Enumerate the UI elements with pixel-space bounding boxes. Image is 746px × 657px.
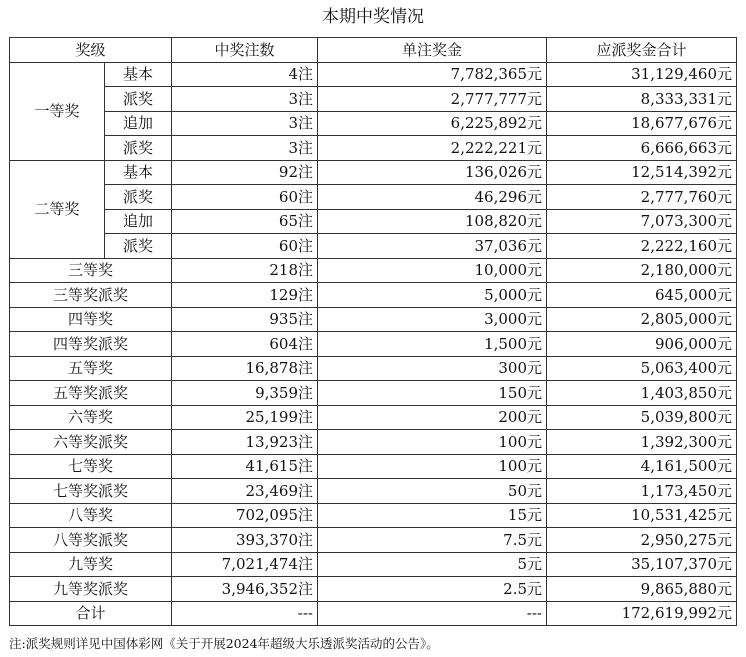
amount-cell: 2,222,221元 bbox=[318, 136, 547, 161]
table-row bbox=[10, 332, 737, 357]
count-cell: 604注 bbox=[172, 332, 318, 357]
amount-cell: 136,026元 bbox=[318, 160, 547, 185]
header-total: 应派奖金合计 bbox=[547, 38, 737, 63]
total-count: --- bbox=[172, 601, 318, 626]
amount-cell: 50元 bbox=[318, 479, 547, 504]
prize-level: 四等奖 bbox=[10, 307, 172, 332]
total-cell: 906,000元 bbox=[547, 332, 737, 357]
count-cell: 41,615注 bbox=[172, 454, 318, 479]
count-cell: 60注 bbox=[172, 185, 318, 210]
sub-level: 派奖 bbox=[105, 87, 172, 112]
total-cell: 1,392,300元 bbox=[547, 430, 737, 455]
count-cell: 16,878注 bbox=[172, 356, 318, 381]
sub-level: 派奖 bbox=[105, 234, 172, 259]
second-prize-label: 二等奖 bbox=[10, 160, 105, 258]
total-cell: 1,173,450元 bbox=[547, 479, 737, 504]
amount-cell: 2,777,777元 bbox=[318, 87, 547, 112]
table-row bbox=[10, 185, 737, 210]
prize-level: 七等奖派奖 bbox=[10, 479, 172, 504]
amount-cell: 10,000元 bbox=[318, 258, 547, 283]
total-amount: --- bbox=[318, 601, 547, 626]
prize-level: 七等奖 bbox=[10, 454, 172, 479]
count-cell: 935注 bbox=[172, 307, 318, 332]
table-row bbox=[10, 454, 737, 479]
table-row bbox=[10, 209, 737, 234]
count-cell: 4注 bbox=[172, 62, 318, 87]
total-cell: 7,073,300元 bbox=[547, 209, 737, 234]
sub-level: 派奖 bbox=[105, 136, 172, 161]
total-cell: 4,161,500元 bbox=[547, 454, 737, 479]
count-cell: 65注 bbox=[172, 209, 318, 234]
total-cell: 9,865,880元 bbox=[547, 577, 737, 602]
amount-cell: 37,036元 bbox=[318, 234, 547, 259]
prize-level: 五等奖派奖 bbox=[10, 381, 172, 406]
count-cell: 7,021,474注 bbox=[172, 552, 318, 577]
prize-level: 四等奖派奖 bbox=[10, 332, 172, 357]
table-row bbox=[10, 62, 737, 87]
amount-cell: 5元 bbox=[318, 552, 547, 577]
amount-cell: 6,225,892元 bbox=[318, 111, 547, 136]
table-row bbox=[10, 577, 737, 602]
total-row bbox=[10, 601, 737, 626]
table-row bbox=[10, 87, 737, 112]
amount-cell: 100元 bbox=[318, 454, 547, 479]
total-cell: 2,805,000元 bbox=[547, 307, 737, 332]
total-cell: 31,129,460元 bbox=[547, 62, 737, 87]
table-row bbox=[10, 479, 737, 504]
count-cell: 3注 bbox=[172, 136, 318, 161]
total-cell: 2,222,160元 bbox=[547, 234, 737, 259]
table-row bbox=[10, 528, 737, 553]
prize-level: 五等奖 bbox=[10, 356, 172, 381]
grand-total: 172,619,992元 bbox=[547, 601, 737, 626]
table-row bbox=[10, 283, 737, 308]
table-row bbox=[10, 307, 737, 332]
prize-level: 八等奖 bbox=[10, 503, 172, 528]
count-cell: 393,370注 bbox=[172, 528, 318, 553]
count-cell: 3注 bbox=[172, 87, 318, 112]
total-cell: 6,666,663元 bbox=[547, 136, 737, 161]
amount-cell: 300元 bbox=[318, 356, 547, 381]
prize-level: 八等奖派奖 bbox=[10, 528, 172, 553]
amount-cell: 5,000元 bbox=[318, 283, 547, 308]
total-cell: 10,531,425元 bbox=[547, 503, 737, 528]
sub-level: 追加 bbox=[105, 111, 172, 136]
footnote: 注:派奖规则详见中国体彩网《关于开展2024年超级大乐透派奖活动的公告》。 bbox=[9, 636, 439, 651]
header-row bbox=[10, 38, 737, 63]
sub-level: 派奖 bbox=[105, 185, 172, 210]
table-row bbox=[10, 503, 737, 528]
amount-cell: 150元 bbox=[318, 381, 547, 406]
count-cell: 92注 bbox=[172, 160, 318, 185]
total-label: 合计 bbox=[10, 601, 172, 626]
prize-level: 六等奖派奖 bbox=[10, 430, 172, 455]
count-cell: 129注 bbox=[172, 283, 318, 308]
total-cell: 12,514,392元 bbox=[547, 160, 737, 185]
count-cell: 23,469注 bbox=[172, 479, 318, 504]
table-row bbox=[10, 430, 737, 455]
header-level: 奖级 bbox=[10, 38, 172, 63]
amount-cell: 7,782,365元 bbox=[318, 62, 547, 87]
table-row bbox=[10, 356, 737, 381]
count-cell: 9,359注 bbox=[172, 381, 318, 406]
total-cell: 1,403,850元 bbox=[547, 381, 737, 406]
total-cell: 2,950,275元 bbox=[547, 528, 737, 553]
first-prize-label: 一等奖 bbox=[10, 62, 105, 160]
amount-cell: 15元 bbox=[318, 503, 547, 528]
amount-cell: 46,296元 bbox=[318, 185, 547, 210]
prize-level: 三等奖 bbox=[10, 258, 172, 283]
table-row bbox=[10, 552, 737, 577]
total-cell: 18,677,676元 bbox=[547, 111, 737, 136]
page-title: 本期中奖情况 bbox=[322, 7, 424, 27]
count-cell: 60注 bbox=[172, 234, 318, 259]
count-cell: 3注 bbox=[172, 111, 318, 136]
table-row bbox=[10, 234, 737, 259]
amount-cell: 108,820元 bbox=[318, 209, 547, 234]
total-cell: 2,180,000元 bbox=[547, 258, 737, 283]
sub-level: 追加 bbox=[105, 209, 172, 234]
amount-cell: 1,500元 bbox=[318, 332, 547, 357]
count-cell: 218注 bbox=[172, 258, 318, 283]
count-cell: 13,923注 bbox=[172, 430, 318, 455]
table-row bbox=[10, 111, 737, 136]
prize-level: 九等奖 bbox=[10, 552, 172, 577]
total-cell: 5,039,800元 bbox=[547, 405, 737, 430]
header-amount: 单注奖金 bbox=[318, 38, 547, 63]
prize-level: 六等奖 bbox=[10, 405, 172, 430]
amount-cell: 100元 bbox=[318, 430, 547, 455]
sub-level: 基本 bbox=[105, 62, 172, 87]
table-row bbox=[10, 136, 737, 161]
prize-level: 三等奖派奖 bbox=[10, 283, 172, 308]
prize-table bbox=[9, 37, 737, 626]
amount-cell: 3,000元 bbox=[318, 307, 547, 332]
total-cell: 35,107,370元 bbox=[547, 552, 737, 577]
other-prize-rows bbox=[10, 258, 737, 601]
prize-level: 九等奖派奖 bbox=[10, 577, 172, 602]
amount-cell: 2.5元 bbox=[318, 577, 547, 602]
count-cell: 3,946,352注 bbox=[172, 577, 318, 602]
count-cell: 702,095注 bbox=[172, 503, 318, 528]
table-row bbox=[10, 405, 737, 430]
amount-cell: 200元 bbox=[318, 405, 547, 430]
amount-cell: 7.5元 bbox=[318, 528, 547, 553]
total-cell: 2,777,760元 bbox=[547, 185, 737, 210]
total-cell: 8,333,331元 bbox=[547, 87, 737, 112]
table-row bbox=[10, 160, 737, 185]
table-row bbox=[10, 381, 737, 406]
header-count: 中奖注数 bbox=[172, 38, 318, 63]
table-row bbox=[10, 258, 737, 283]
total-cell: 645,000元 bbox=[547, 283, 737, 308]
total-cell: 5,063,400元 bbox=[547, 356, 737, 381]
count-cell: 25,199注 bbox=[172, 405, 318, 430]
sub-level: 基本 bbox=[105, 160, 172, 185]
